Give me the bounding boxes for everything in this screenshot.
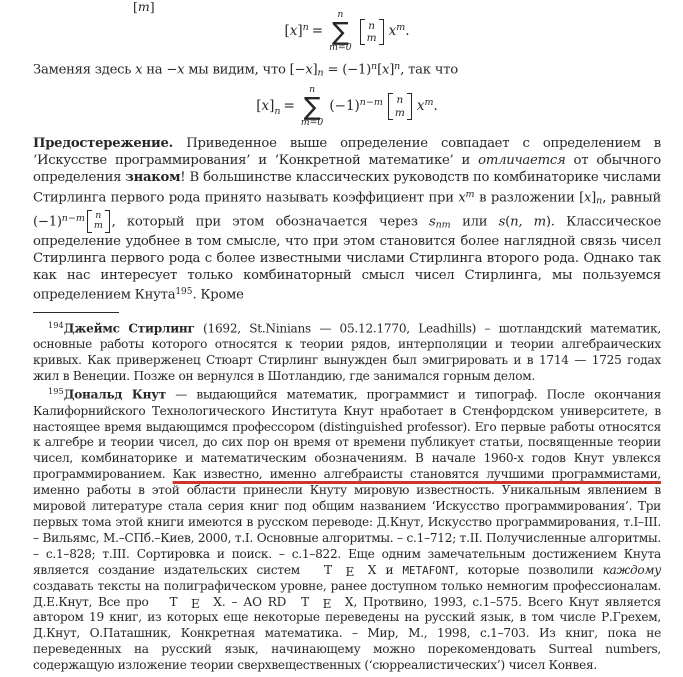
sigma-symbol: ∑ xyxy=(331,17,349,47)
equals-sign: = xyxy=(283,97,295,114)
red-underlined-phrase: Как известно, именно алгебраисты становятся лучшими программистами, xyxy=(172,467,661,482)
equals-sign: = xyxy=(311,22,324,39)
stirling-bracket: n m xyxy=(388,93,412,119)
footnote-195: $^{195}$Дональд Кнут — выдающийся математик, программист и типограф. После окончания Калифорнийского Технологического Института Кнут нработает в Стенфордском университете, в настоящее время выдающимся профессором (distinguished professor). Его первые работы относятся к алгебре и теории чисел, до сих пор он время от времени публикует статьи, посвященные теории чисел, комбинаторике и математическим обозначениям. В начале 1960-х годов Кнут увлекся программированием. Как известно, именно алгебраисты становятся лучшими программистами, именно работы в этой области принесли Кнуту мировую известность. Уникальным явлением в мировой литературе стала серия книг под общим названием ‘Искусство программирования’. Три первых тома этой книги имеются в русском переводе: Д.Кнут, Искусство программирования, т.I–III. – Вильямс, М.–СПб.–Киев, 2000, т.I. Основные алгоритмы. – с.1–712; т.II. Получисленные алгоритмы. – с.1–828; т.III. Сортировка и поиск. – с.1–822. Еще одним замечательным достижением Кнута является создание издательских систем T E X и METAFONT, которые позволили каждому создавать тексты на полиграфическом уровне, ранее доступном только немногим профессионалам. Д.Е.Кнут, Все про T E X. – АО RD T E X, Протвино, 1993, с.1–575. Всего Кнут является автором 19 книг, из которых еще некоторые переведены на русский язык, в том числе Р.Грехем, Д.Кнут, О.Паташник, Конкретная математика. – Мир, М., 1998, с.1–703. Из книг, пока не переведенных на русский язык, начинающему можно порекомендовать Surreal numbers, содержащую изложение теории сверхвещественных (‘сюрреалистических’) чисел Конвея. xyxy=(33,386,661,673)
footnote-separator xyxy=(33,312,119,313)
bracket-open: [ xyxy=(133,0,138,14)
bracket-close: ] xyxy=(149,0,155,14)
tex-logo: T E X xyxy=(301,594,354,612)
footnote-194: $^{194}$Джеймс Стирлинг (1692, St.Ninians — 05.12.1770, Leadhills) – шотландский математик, основные работы которого относятся к теории рядов, интерполяции и теории алгебраических кривых. Как приверженец Стюарт Стирлинг вынужден был эмигрировать и в 1714 — 1725 годах жил в Венеции. Позже он вернулся в Шотландию, где занимался горным делом. xyxy=(33,319,662,383)
formula-lhs: $[x]^n$ xyxy=(284,21,309,39)
stirling-bracket: n m xyxy=(360,19,384,45)
warning-paragraph: Предостережение. Приведенное выше определение совпадает с определением в ‘Искусстве программирования’ и ‘Конкретной математике’ и отличается от обычного определения знаком! В большинстве классических руководств по комбинаторике числами Стирлинга первого рода принято называть коэффициент при $x^m$ в разложении [x]n, равный $(-1)^{n-m}$ n m , который при этом обозначается через snm или s(n, m). Классическое определение удобнее в том смысле, что при этом становится более наглядной связь чисел Стирлинга первого рода с более известными числами Стирлинга второго рода. Однако так как нас интересует только комбинаторный смысл чисел Стирлинга, мы пользуемся определением Кнута$^{195}$. Кроме xyxy=(33,136,662,303)
summation: n ∑ m=0 xyxy=(329,9,352,54)
formula-signed-stirling-sum xyxy=(33,85,661,128)
clipped-formula-fragment xyxy=(133,0,155,17)
intro-text: Заменяя здесь x на −x мы видим, что $[-x]n = (-1)^n[x]^n$, так что xyxy=(33,61,458,79)
page-content xyxy=(0,10,683,674)
tex-logo: T E X xyxy=(169,594,222,612)
stirling-bracket: n m xyxy=(87,210,110,233)
tex-logo: T E X xyxy=(324,562,377,580)
fragment-glyph: m xyxy=(137,0,150,14)
bracket-right xyxy=(407,93,412,119)
summation: n ∑ m=0 xyxy=(300,83,324,128)
formula-rhs: $x^m$. xyxy=(388,21,410,39)
formula-rhs: $x^m$. xyxy=(416,96,438,114)
sign-coefficient: $(-1)^{n-m}$ xyxy=(329,96,383,114)
sigma-symbol: ∑ xyxy=(303,92,321,121)
formula-lhs: $[x]_n$ xyxy=(256,97,281,117)
formula-falling-factorial-sum xyxy=(33,10,661,53)
bracket-right xyxy=(379,19,384,45)
